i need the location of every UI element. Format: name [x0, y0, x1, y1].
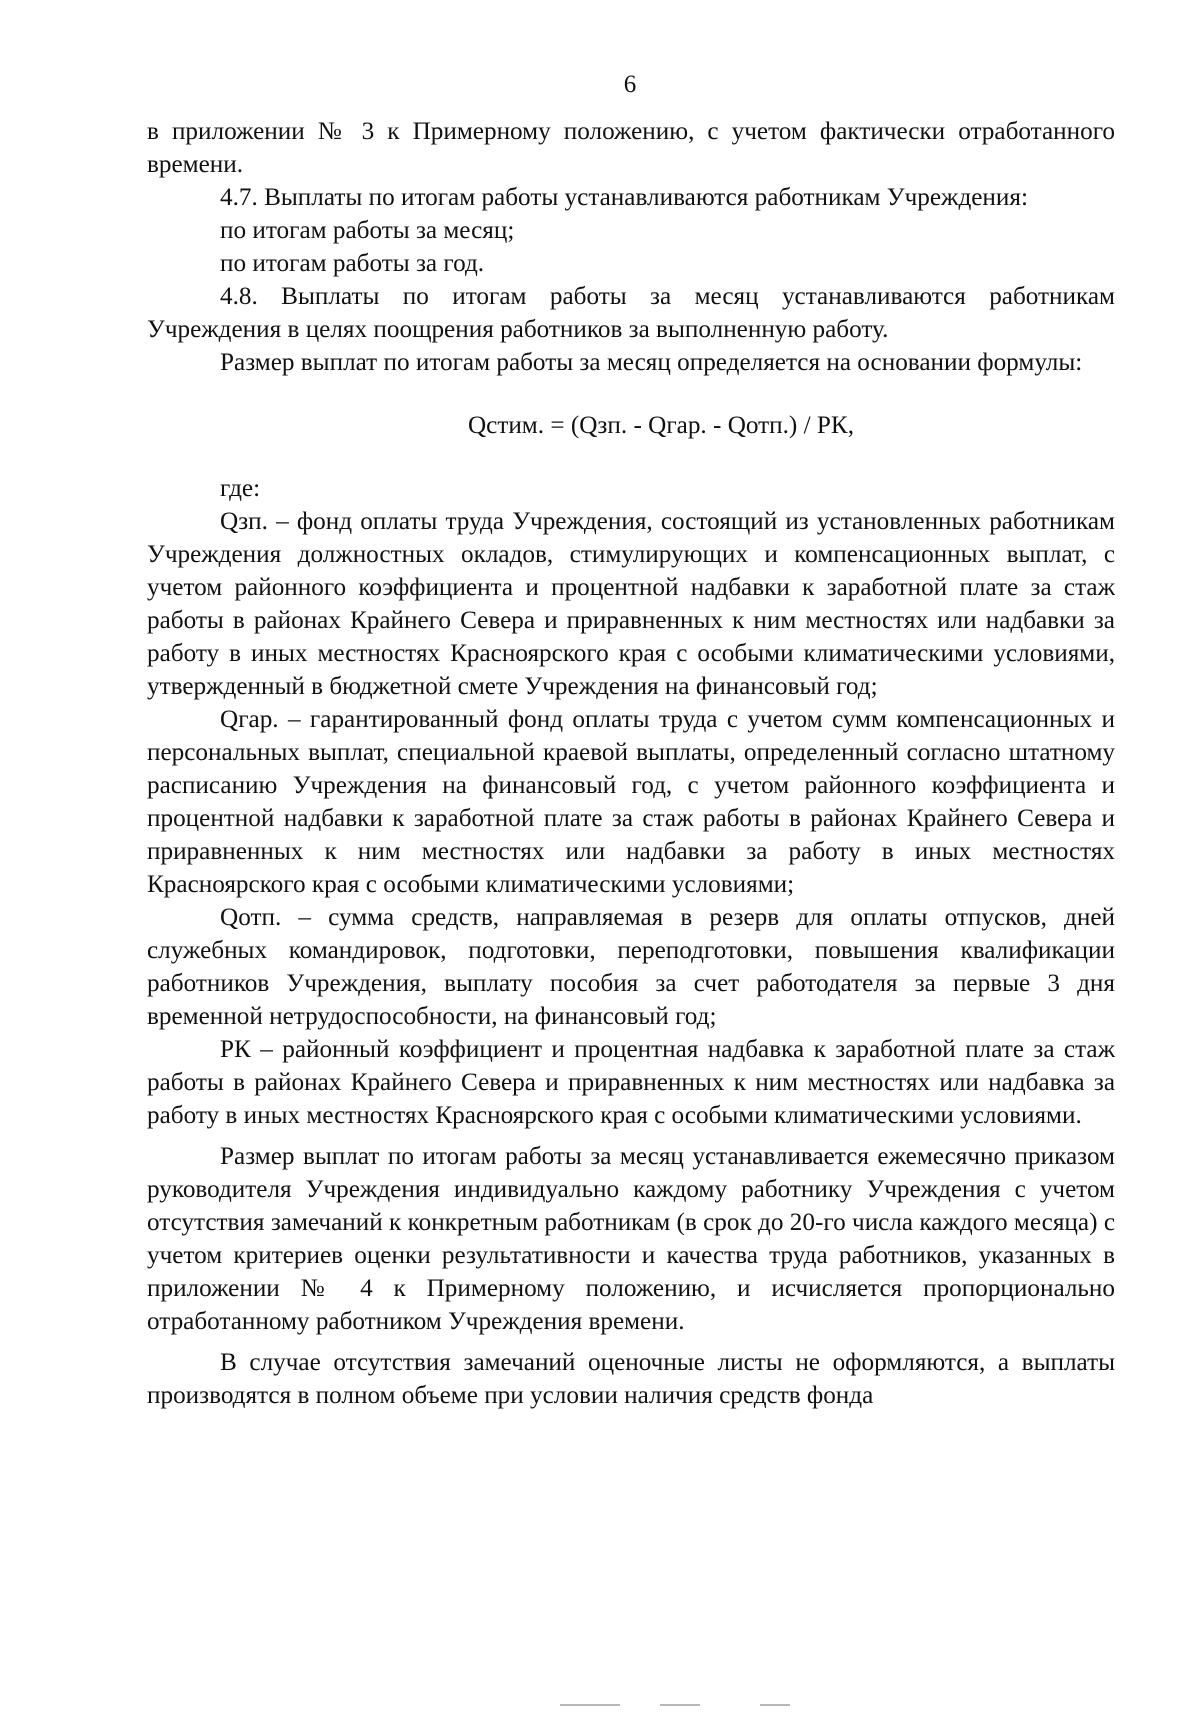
list-item-yearly: по итогам работы за год. — [220, 250, 485, 277]
definition-qotp: Qотп. – сумма средств, направляемая в резерв для оплаты отпусков, дней служебных командировок, подготовки, переподготовки, повышения квалификации работников Учреждения, выплату пособия за счет работодателя за первые 3 дня временной нетрудоспособности, на финансовый год; — [147, 904, 1115, 1030]
paragraph-clause-4-7: 4.7. Выплаты по итогам работы устанавливаются работникам Учреждения: — [220, 184, 1028, 211]
scan-artifact — [560, 1704, 620, 1706]
paragraph-monthly-amount: Размер выплат по итогам работы за месяц устанавливается ежемесячно приказом руководителя Учреждения индивидуально каждому работнику Учреждения с учетом отсутствия замечаний к конкретным работникам (в срок до 20-го числа каждого месяца) с учетом критериев оценки результативности и качества труда работников, указанных в приложении № 4 к Примерному положению, и исчисляется пропорционально отработанному работником Учреждения времени. — [147, 1143, 1115, 1335]
page-number: 6 — [623, 71, 637, 98]
document-body — [147, 115, 1115, 1412]
paragraph-where: где: — [220, 475, 261, 502]
definition-qzp: Qзп. – фонд оплаты труда Учреждения, состоящий из установленных работникам Учреждения должностных окладов, стимулирующих и компенсационных выплат, с учетом районного коэффициента и процентной надбавки к заработной плате за стаж работы в районах Крайнего Севера и приравненных к ним местностях или надбавки за работу в иных местностях Красноярского края с особыми климатическими условиями, утвержденный в бюджетной смете Учреждения на финансовый год; — [147, 508, 1115, 700]
definition-qgar: Qгар. – гарантированный фонд оплаты труда с учетом сумм компенсационных и персональных выплат, специальной краевой выплаты, определенный согласно штатному расписанию Учреждения на финансовый год, с учетом районного коэффициента и процентной надбавки к заработной плате за стаж работы в районах Крайнего Севера и приравненных к ним местностях или надбавки за работу в иных местностях Красноярского края с особыми климатическими условиями; — [147, 706, 1115, 898]
definition-rk: РК – районный коэффициент и процентная надбавка к заработной плате за стаж работы в районах Крайнего Севера и приравненных к ним местностях или надбавка за работу в иных местностях Красноярского края с особыми климатическими условиями. — [147, 1036, 1115, 1129]
paragraph-formula-intro: Размер выплат по итогам работы за месяц определяется на основании формулы: — [220, 349, 1083, 376]
paragraph-continuation: в приложении № 3 к Примерному положению, с учетом фактически отработанного времени. — [147, 118, 1115, 178]
paragraph-clause-4-8: 4.8. Выплаты по итогам работы за месяц устанавливаются работникам Учреждения в целях поощрения работников за выполненную работу. — [147, 283, 1115, 343]
scan-artifact — [660, 1704, 700, 1706]
formula: Qстим. = (Qзп. - Qгар. - Qотп.) / РК, — [467, 412, 855, 439]
list-item-monthly: по итогам работы за месяц; — [220, 217, 515, 244]
paragraph-no-remarks: В случае отсутствия замечаний оценочные листы не оформляются, а выплаты производятся в полном объеме при условии наличия средств фонда — [147, 1349, 1115, 1409]
scan-artifact — [760, 1704, 790, 1706]
